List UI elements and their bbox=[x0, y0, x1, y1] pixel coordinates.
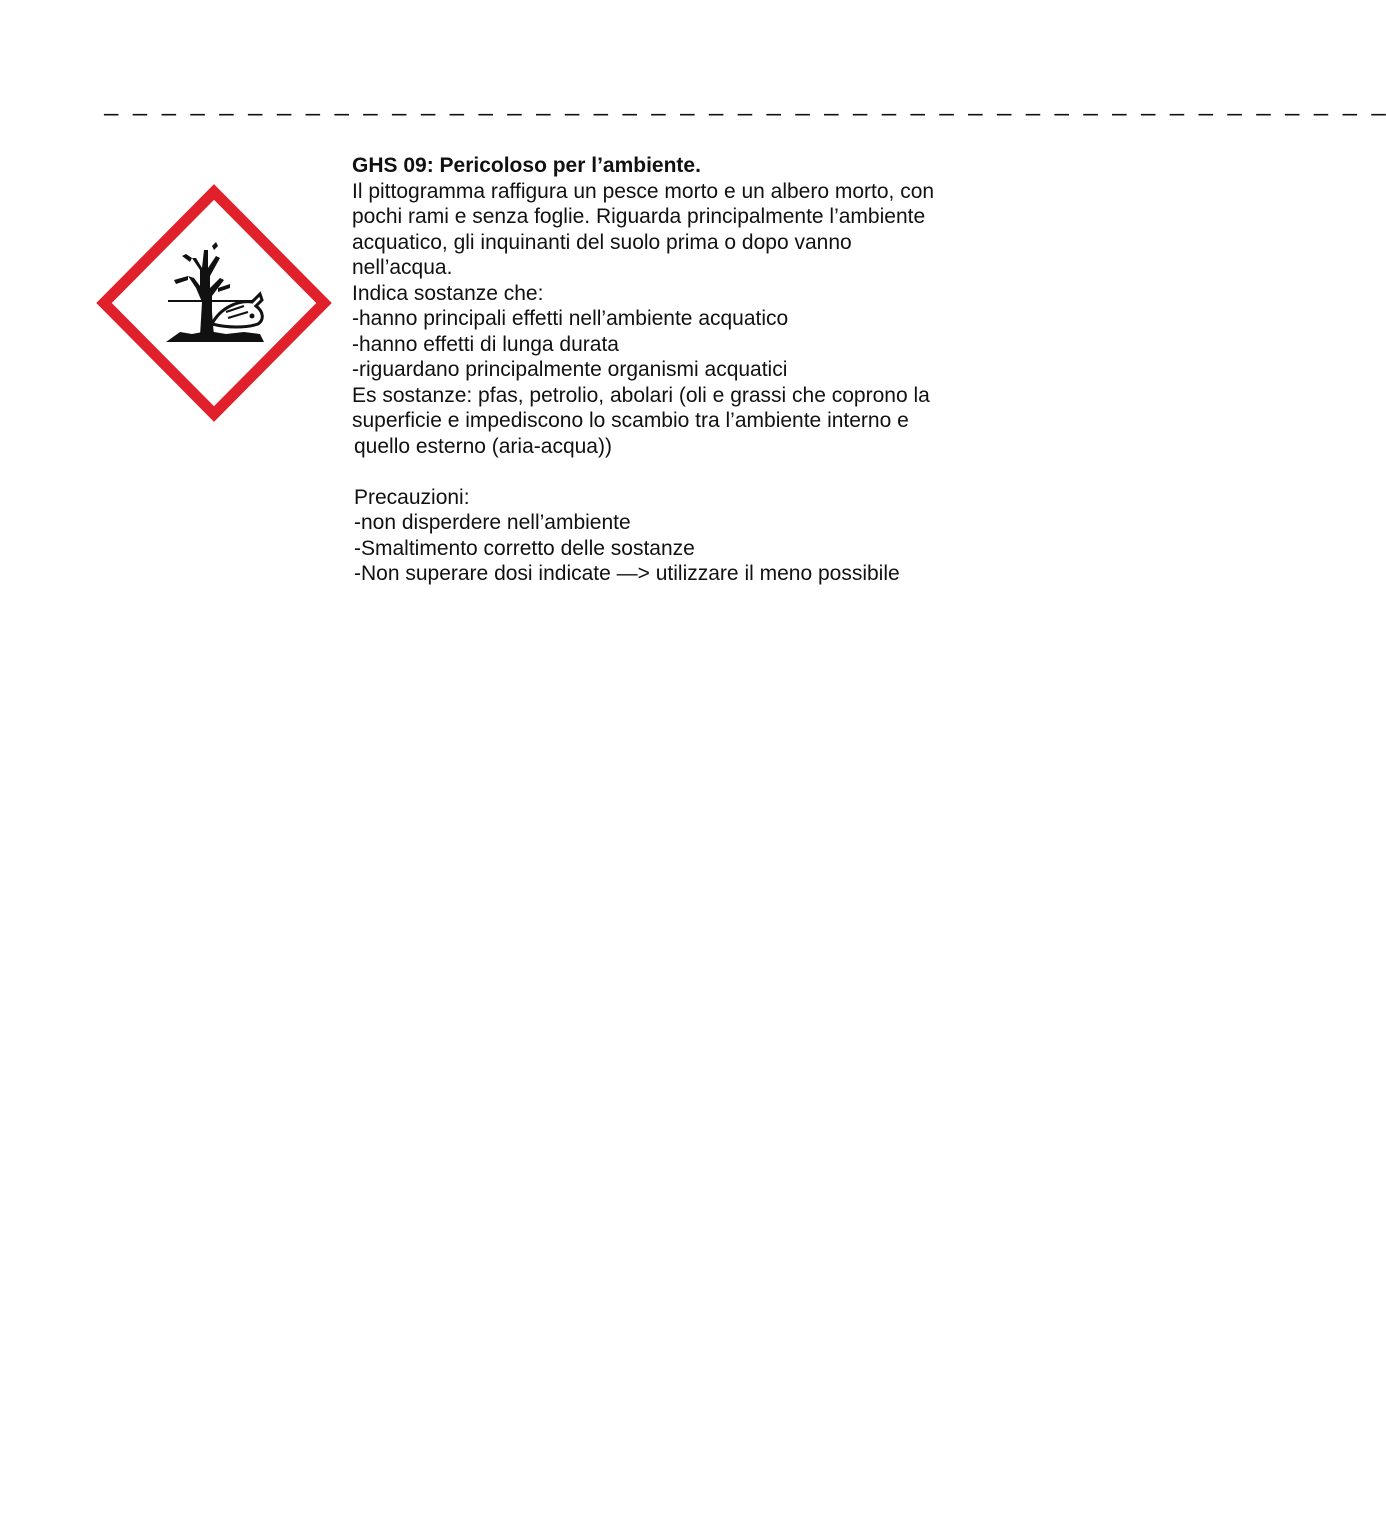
indica-label: Indica sostanze che: bbox=[352, 281, 544, 305]
description-line: pochi rami e senza foglie. Riguarda principalmente l’ambiente bbox=[352, 205, 926, 228]
examples-line: Es sostanze: pfas, petrolio, abolari (oli e grassi che coprono la bbox=[352, 383, 930, 407]
precautions-item: -non disperdere nell’ambiente bbox=[354, 511, 631, 534]
description-line: acquatico, gli inquinanti del suolo prima o dopo vanno bbox=[352, 230, 852, 254]
section-title: GHS 09: Pericoloso per l’ambiente. bbox=[352, 154, 701, 177]
precautions-item: -Smaltimento corretto delle sostanze bbox=[354, 536, 695, 560]
indica-item: -riguardano principalmente organismi acquatici bbox=[352, 358, 788, 381]
paragraph-gap bbox=[352, 459, 992, 485]
ghs09-section bbox=[352, 153, 992, 587]
indica-item: -hanno effetti di lunga durata bbox=[352, 332, 619, 356]
precautions-item: -Non superare dosi indicate —> utilizzare il meno possibile bbox=[354, 562, 900, 585]
description-line: nell’acqua. bbox=[352, 256, 453, 279]
ghs09-environment-hazard-icon bbox=[96, 184, 332, 422]
description-line: Il pittogramma raffigura un pesce morto e un albero morto, con bbox=[352, 179, 935, 203]
examples-line: quello esterno (aria-acqua)) bbox=[354, 434, 612, 458]
precautions-label: Precauzioni: bbox=[354, 485, 470, 509]
indica-item: -hanno principali effetti nell’ambiente acquatico bbox=[352, 307, 789, 330]
dashed-divider: — — — — — — — — — — — — — — — — — — — — — — — — — — — — — — — — — — — — — — — — — — — — — bbox=[104, 102, 1386, 129]
examples-line: superficie e impediscono lo scambio tra l’ambiente interno e bbox=[352, 409, 909, 432]
